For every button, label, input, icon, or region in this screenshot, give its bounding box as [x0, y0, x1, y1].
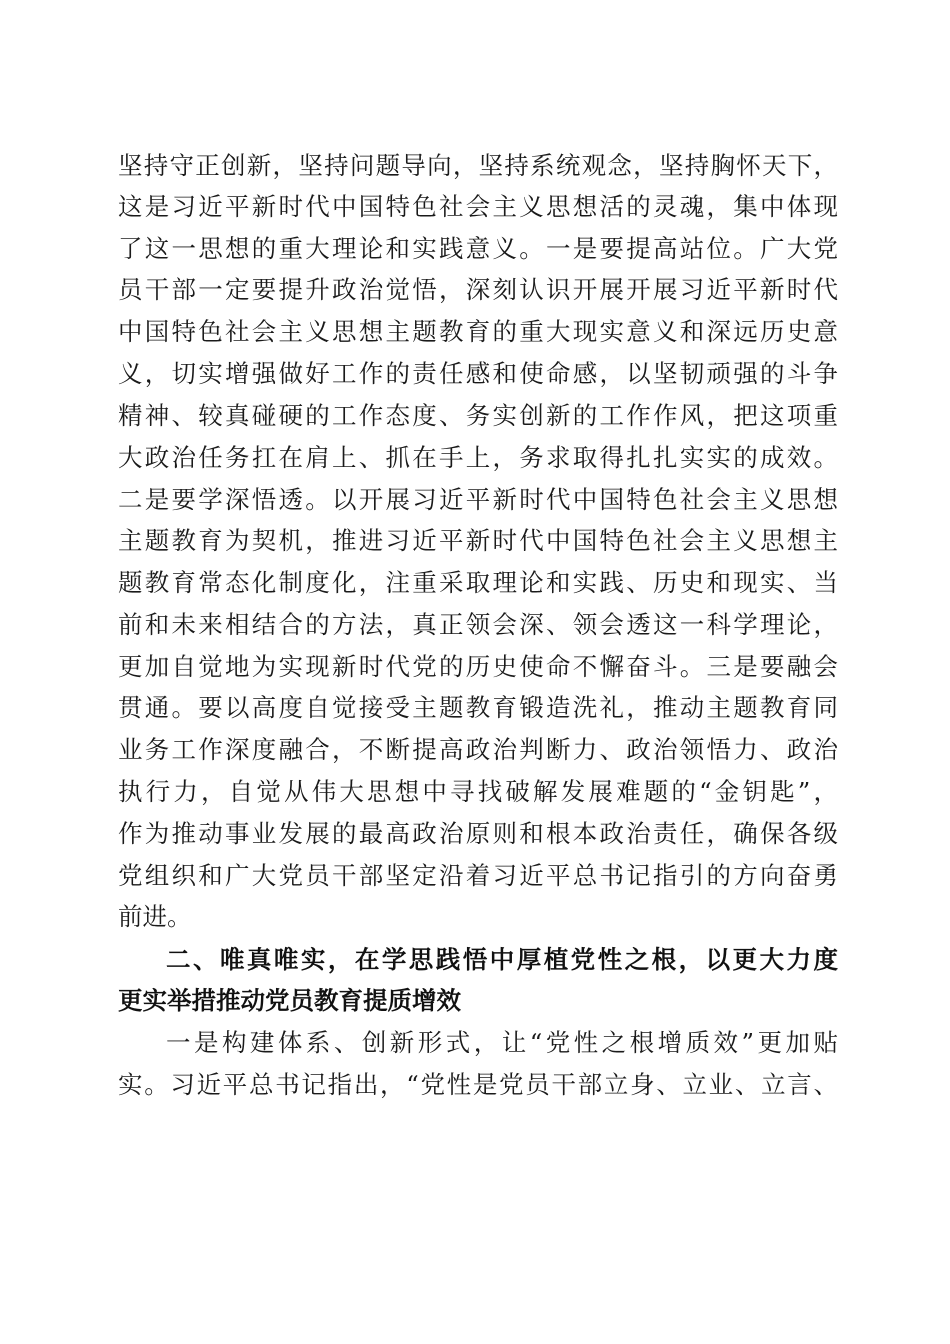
body-line: 员干部一定要提升政治觉悟，深刻认识开展开展习近平新时代: [118, 275, 838, 304]
body-line: 大政治任务扛在肩上、抓在手上，务求取得扎扎实实的成效。: [118, 443, 838, 472]
body-line: 作为推动事业发展的最高政治原则和根本政治责任，确保各级: [118, 819, 838, 848]
section-heading: 二、唯真唯实，在学思践悟中厚植党性之根，以更大力度: [166, 945, 838, 974]
section-line: 实。习近平总书记指出，“党性是党员干部立身、立业、立言、: [118, 1070, 838, 1099]
body-line: 精神、较真碰硬的工作态度、务实创新的工作作风，把这项重: [118, 401, 838, 430]
body-line: 执行力，自觉从伟大思想中寻找破解发展难题的“金钥匙”，: [118, 777, 838, 806]
body-line: 前进。: [118, 902, 192, 931]
body-line: 更加自觉地为实现新时代党的历史使命不懈奋斗。三是要融会: [118, 652, 838, 681]
section-line: 一是构建体系、创新形式，让“党性之根增质效”更加贴: [166, 1028, 838, 1057]
body-line: 贯通。要以高度自觉接受主题教育锻造洗礼，推动主题教育同: [118, 693, 838, 722]
body-line: 坚持守正创新，坚持问题导向，坚持系统观念，坚持胸怀天下，: [118, 151, 838, 180]
body-line: 中国特色社会主义思想主题教育的重大现实意义和深远历史意: [118, 317, 838, 346]
body-line: 前和未来相结合的方法，真正领会深、领会透这一科学理论，: [118, 610, 838, 639]
body-line: 党组织和广大党员干部坚定沿着习近平总书记指引的方向奋勇: [118, 861, 838, 890]
body-line: 题教育常态化制度化，注重采取理论和实践、历史和现实、当: [118, 568, 838, 597]
body-line: 主题教育为契机，推进习近平新时代中国特色社会主义思想主: [118, 526, 838, 555]
body-line: 了这一思想的重大理论和实践意义。一是要提高站位。广大党: [118, 234, 838, 263]
body-line: 业务工作深度融合，不断提高政治判断力、政治领悟力、政治: [118, 735, 838, 764]
section-heading: 更实举措推动党员教育提质增效: [118, 986, 461, 1015]
body-line: 这是习近平新时代中国特色社会主义思想活的灵魂，集中体现: [118, 192, 838, 221]
body-line: 义，切实增强做好工作的责任感和使命感，以坚韧顽强的斗争: [118, 359, 838, 388]
body-line: 二是要学深悟透。以开展习近平新时代中国特色社会主义思想: [118, 485, 838, 514]
